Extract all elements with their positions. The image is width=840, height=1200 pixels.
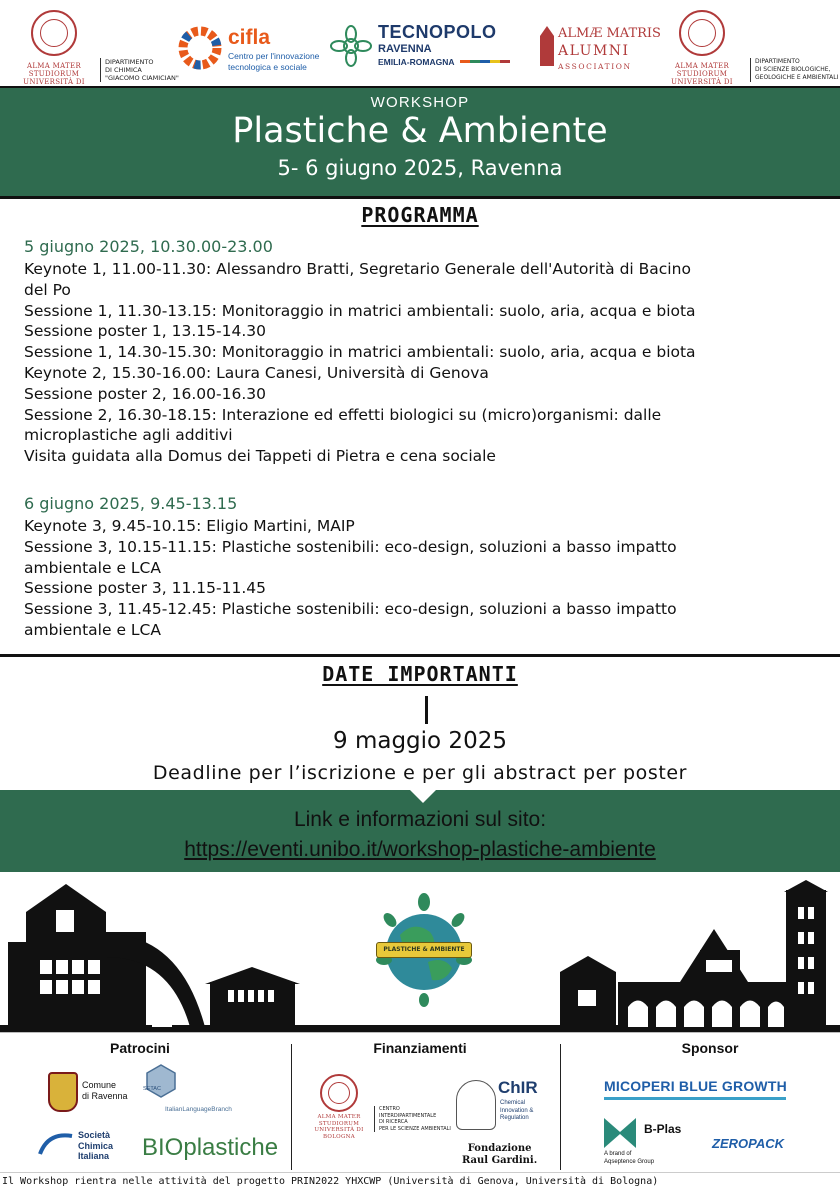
- schedule-line: Keynote 3, 9.45-10.15: Eligio Martini, MAIP: [24, 517, 355, 535]
- unibo-chimica-logo: [8, 10, 100, 94]
- page-title: Plastiche & Ambiente: [232, 111, 608, 151]
- schedule-line: Sessione poster 3, 11.15-11.45: [24, 579, 266, 598]
- sci-line: Società: [78, 1130, 111, 1140]
- alumni-line2: ALUMNI: [558, 43, 630, 59]
- comune-line: di Ravenna: [82, 1091, 128, 1101]
- page-subtitle: 5- 6 giugno 2025, Ravenna: [277, 156, 563, 180]
- band-notch: [410, 790, 436, 803]
- link-band: [0, 790, 840, 872]
- dept-line: DI SCIENZE BIOLOGICHE,: [755, 66, 831, 73]
- chimica-dept-text: [100, 58, 179, 82]
- workshop-kicker: WORKSHOP: [370, 94, 470, 111]
- dept-line: GEOLOGICHE E AMBIENTALI: [755, 74, 839, 81]
- day1-date: 5 giugno 2025, 10.30.00-23.00: [24, 237, 273, 256]
- timeline-tick: [425, 696, 428, 724]
- cifla-name: cifla: [228, 26, 271, 49]
- schedule-line: Keynote 2, 15.30-16.00: Laura Canesi, Università di Genova: [24, 363, 489, 382]
- setac-label: SETAC: [143, 1086, 161, 1092]
- micoperi-logo: MICOPERI BLUE GROWTH: [604, 1078, 787, 1094]
- tecnopolo-flower-icon: [330, 25, 372, 67]
- finanziamenti-title: Finanziamenti: [373, 1040, 467, 1056]
- gardini-line: Fondazione: [467, 1143, 532, 1154]
- unibo-seal-icon: [679, 10, 725, 56]
- unibo-line1: ALMA MATER STUDIORUM: [674, 62, 730, 78]
- comune-line: Comune: [82, 1080, 117, 1090]
- schedule-line: ambientale e LCA: [24, 558, 161, 577]
- chir-line: Chemical: [500, 1100, 526, 1106]
- schedule-line: ambientale e LCA: [24, 620, 161, 639]
- dept-line: DI CHIMICA: [105, 66, 142, 74]
- schedule-line: microplastiche agli additivi: [24, 426, 233, 445]
- schedule-line: del Po: [24, 280, 71, 299]
- cirsa-line: INTERDIPARTIMENTALE: [379, 1112, 437, 1119]
- unibo-seal-icon: [31, 10, 77, 56]
- bigea-dept-text: [750, 58, 838, 82]
- schedule-line: Visita guidata alla Domus dei Tappeti di Pietra e cena sociale: [24, 447, 496, 466]
- header-divider: [0, 196, 840, 199]
- cirsa-line: CENTRO: [379, 1106, 400, 1112]
- gardini-line: Raul Gardini.: [462, 1155, 538, 1166]
- setac-branch: ItalianLanguageBranch: [165, 1106, 232, 1113]
- chir-flask-icon: [456, 1080, 496, 1130]
- schedule-line: Sessione 3, 10.15-11.15: Plastiche sostenibili: eco-design, soluzioni a basso impatto: [24, 537, 677, 556]
- alumni-line3: ASSOCIATION: [558, 62, 632, 71]
- programma-divider: [0, 654, 840, 657]
- header-band: [0, 86, 840, 198]
- unibo-bigea-logo: [656, 10, 748, 94]
- cifla-tagline: [228, 51, 319, 73]
- bplas-logo: B-Plas: [644, 1122, 682, 1136]
- chir-logo: ChIR: [498, 1078, 538, 1097]
- cifla-tagline-2: tecnologica e sociale: [228, 62, 307, 72]
- sponsor-title: Sponsor: [681, 1040, 739, 1056]
- footer-bottom-rule: [0, 1172, 840, 1173]
- logo-strip: [0, 0, 840, 86]
- patrocini-title: Patrocini: [110, 1040, 170, 1056]
- bioplastiche-logo: BIOplastiche: [142, 1134, 279, 1161]
- prin-project-note: Il Workshop rientra nelle attività del progetto PRIN2022 YHXCWP (Università di Genova, Università di Bologna): [2, 1176, 659, 1187]
- sci-logo: [78, 1130, 113, 1162]
- schedule-line: Sessione 3, 11.45-12.45: Plastiche sostenibili: eco-design, soluzioni a basso impatto: [24, 600, 677, 619]
- fondazione-gardini-logo: [462, 1143, 537, 1167]
- micoperi-underline: [604, 1097, 786, 1100]
- bplas-line: A brand of: [604, 1151, 632, 1157]
- alumni-tower-icon: [540, 26, 554, 66]
- schedule-line: Sessione 1, 14.30-15.30: Monitoraggio in matrici ambientali: suolo, aria, acqua e biota: [24, 343, 696, 362]
- cirsa-text: [374, 1106, 451, 1132]
- tecnopolo-color-bar: [460, 60, 510, 63]
- cirsa-line: DI RICERCA: [379, 1119, 408, 1125]
- schedule-line: Sessione poster 2, 16.00-16.30: [24, 384, 266, 403]
- deadline-date: 9 maggio 2025: [333, 728, 507, 754]
- unibo-line2: UNIVERSITÀ DI: [23, 78, 85, 86]
- day2-schedule: [24, 516, 677, 641]
- cirsa-line: PER LE SCIENZE AMBIENTALI: [379, 1125, 451, 1132]
- chir-line: Regulation: [500, 1115, 529, 1121]
- unibo-line2: UNIVERSITÀ DI: [671, 78, 733, 86]
- chir-line: Innovation &: [500, 1107, 534, 1114]
- dept-line: DIPARTIMENTO: [105, 58, 154, 66]
- schedule-line: Keynote 1, 11.00-11.30: Alessandro Bratti, Segretario Generale dell'Autorità di Bacino: [24, 260, 691, 278]
- cifla-ring-icon: [176, 24, 224, 72]
- bplas-subtitle: [604, 1151, 654, 1166]
- tecnopolo-region: EMILIA-ROMAGNA: [378, 57, 455, 67]
- schedule-line: Sessione 1, 11.30-13.15: Monitoraggio in matrici ambientali: suolo, aria, acqua e biota: [24, 301, 696, 320]
- bplas-icon: [604, 1118, 636, 1148]
- deadline-description: Deadline per l’iscrizione e per gli abstract per poster: [152, 762, 688, 784]
- unibo-seal-icon: [320, 1074, 358, 1112]
- dept-line: "GIACOMO CIAMICIAN": [105, 74, 179, 82]
- unibo-line1: ALMA MATER STUDIORUM: [26, 62, 82, 78]
- dept-line: DIPARTIMENTO: [755, 58, 800, 65]
- sci-line: Chimica: [78, 1140, 114, 1151]
- cifla-tagline-1: Centro per l'innovazione: [228, 51, 320, 61]
- schedule-line: Sessione poster 1, 13.15-14.30: [24, 322, 266, 341]
- tecnopolo-city: RAVENNA: [378, 43, 432, 55]
- chir-subtitle: [500, 1100, 533, 1123]
- footer-top-rule: [0, 1032, 840, 1033]
- footer-divider-1: [291, 1044, 292, 1170]
- sci-line: Italiana: [78, 1151, 110, 1161]
- setac-hex-icon: [146, 1064, 176, 1098]
- link-label: Link e informazioni sul sito:: [293, 808, 547, 831]
- website-link[interactable]: https://eventi.unibo.it/workshop-plastiche-ambiente: [184, 838, 656, 861]
- tecnopolo-title: TECNOPOLO: [378, 22, 497, 42]
- unibo-line2: UNIVERSITÀ DI BOLOGNA: [314, 1127, 364, 1140]
- zeropack-logo: ZEROPACK: [712, 1136, 784, 1151]
- schedule-line: Sessione 2, 16.30-18.15: Interazione ed effetti biologici su (micro)organismi: dalle: [24, 405, 662, 424]
- bplas-line: Aqseptence Group: [604, 1158, 655, 1165]
- date-importanti-title: DATE IMPORTANTI: [322, 662, 518, 686]
- alumni-line1: ALMÆ MATRIS: [558, 26, 661, 41]
- unibo-line1: ALMA MATER STUDIORUM: [317, 1114, 361, 1127]
- plastiche-ambiente-badge-icon: [370, 890, 478, 1008]
- footer-divider-2: [560, 1044, 561, 1170]
- unibo-cirsa-logo: [300, 1074, 378, 1140]
- comune-ravenna-logo: [82, 1080, 128, 1102]
- ravenna-crest-icon: [48, 1072, 78, 1112]
- badge-ribbon: PLASTICHE & AMBIENTE: [376, 942, 472, 958]
- programma-title: PROGRAMMA: [361, 203, 479, 227]
- day2-date: 6 giugno 2025, 9.45-13.15: [24, 494, 238, 513]
- sci-logo-icon: [38, 1130, 74, 1156]
- day1-schedule: [24, 259, 696, 467]
